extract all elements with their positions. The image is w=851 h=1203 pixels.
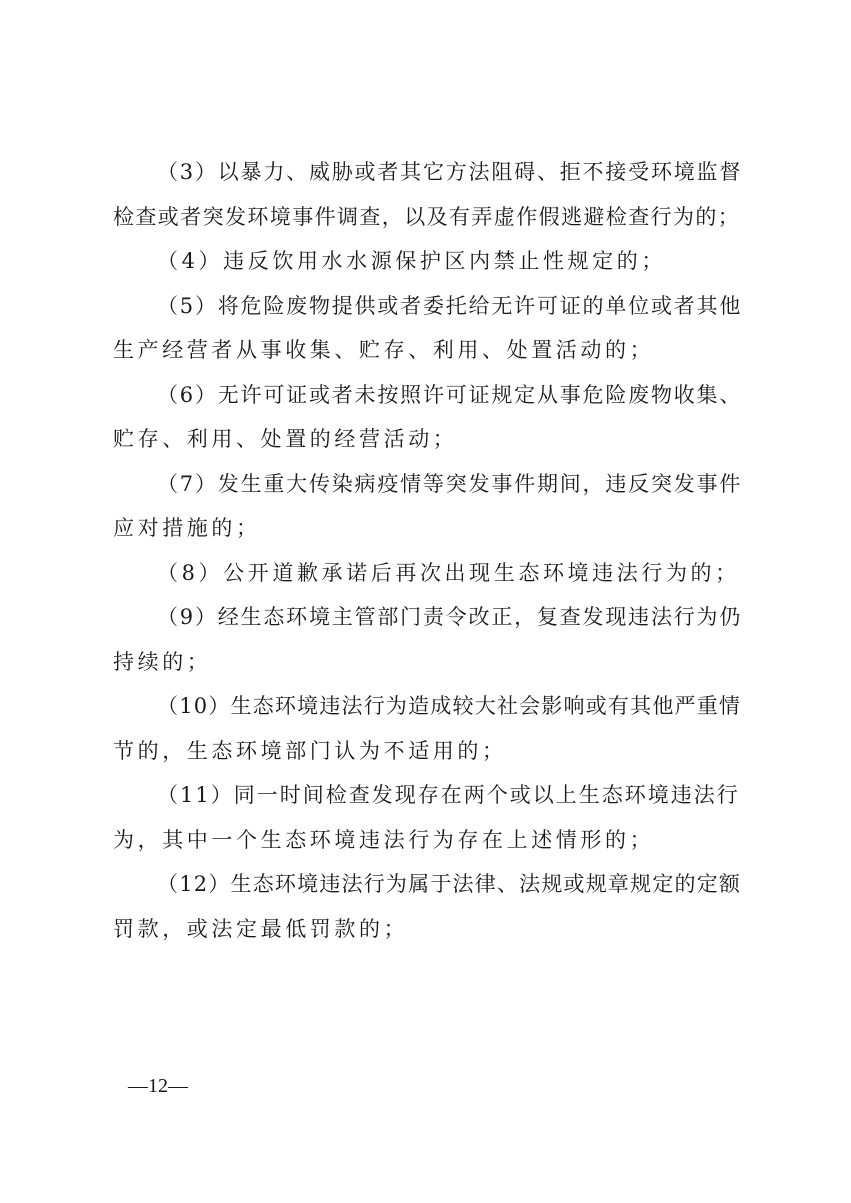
paragraph-line: 应对措施的； <box>113 516 261 540</box>
list-item-12 <box>113 862 743 951</box>
list-item-10 <box>113 684 743 773</box>
paragraph-line: （12）生态环境违法行为属于法律、法规或规章规定的定额 <box>157 872 742 896</box>
document-body <box>113 150 743 951</box>
paragraph-line: （9）经生态环境主管部门责令改正，复查发现违法行为仍 <box>157 605 743 629</box>
list-item-7 <box>113 462 743 551</box>
list-item-5 <box>113 284 743 373</box>
list-item-11 <box>113 773 743 862</box>
paragraph-line: 节的，生态环境部门认为不适用的； <box>113 738 507 763</box>
paragraph-line: 罚款，或法定最低罚款的； <box>113 916 409 941</box>
paragraph-line: （7）发生重大传染病疫情等突发事件期间，违反突发事件 <box>157 471 743 496</box>
paragraph-line: 检查或者突发环境事件调查，以及有弄虚作假逃避检查行为的； <box>113 204 741 229</box>
paragraph-line: （5）将危险废物提供或者委托给无许可证的单位或者其他 <box>157 293 743 318</box>
paragraph-line: （6）无许可证或者未按照许可证规定从事危险废物收集、 <box>157 382 743 407</box>
paragraph-line: 贮存、利用、处置的经营活动； <box>113 427 458 451</box>
page-number: —12— <box>128 1075 188 1097</box>
list-item-8 <box>113 551 743 596</box>
list-item-3 <box>113 150 743 239</box>
paragraph-line: 生产经营者从事收集、贮存、利用、处置活动的； <box>113 338 655 362</box>
list-item-4 <box>113 239 743 284</box>
list-item-6 <box>113 373 743 462</box>
paragraph-line: （11）同一时间检查发现存在两个或以上生态环境违法行 <box>157 783 740 807</box>
paragraph-line: （4）违反饮用水水源保护区内禁止性规定的； <box>157 249 666 273</box>
paragraph-line: （3）以暴力、威胁或者其它方法阻碍、拒不接受环境监督 <box>157 160 743 184</box>
paragraph-line: （10）生态环境违法行为造成较大社会影响或有其他严重情 <box>157 694 742 718</box>
paragraph-line: 持续的； <box>113 649 212 674</box>
list-item-9 <box>113 595 743 684</box>
paragraph-line: （8）公开道歉承诺后再次出现生态环境违法行为的； <box>157 560 740 585</box>
paragraph-line: 为，其中一个生态环境违法行为存在上述情形的； <box>113 827 655 852</box>
